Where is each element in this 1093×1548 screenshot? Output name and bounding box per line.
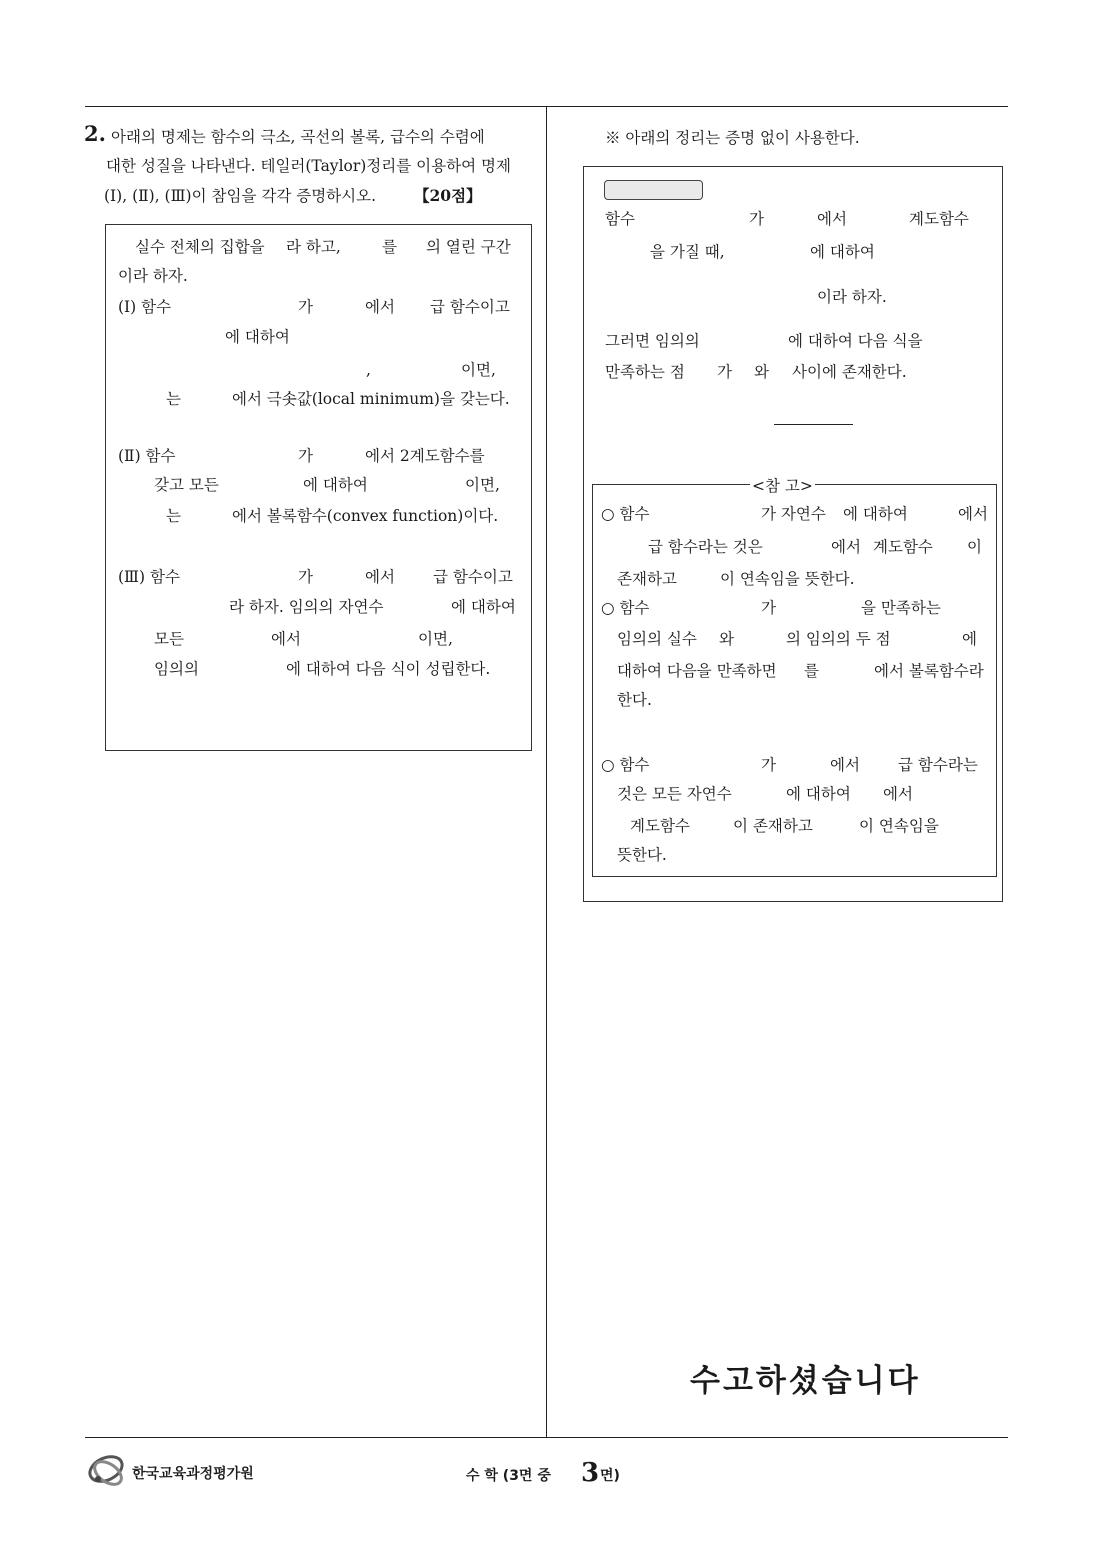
- prop3-l3a: 모든: [154, 630, 184, 648]
- bottom-rule: [85, 1437, 1008, 1438]
- theorem-l5d: 사이에 존재한다.: [792, 363, 907, 381]
- prop3-l4b: 에 대하여 다음 식이 성립한다.: [286, 660, 491, 678]
- ref1-j: 이 연속임을 뜻한다.: [720, 570, 855, 588]
- ref1-f: 에서: [831, 538, 861, 556]
- prop3-l2: 라 하자. 임의의 자연수: [229, 598, 384, 616]
- prop1-l1b: 에서: [365, 298, 395, 316]
- theorem-box: [583, 166, 1003, 902]
- ref1-d: 에서: [958, 505, 988, 523]
- theorem-note: ※ 아래의 정리는 증명 없이 사용한다.: [605, 129, 860, 147]
- closing-message: 수고하셨습니다: [690, 1363, 921, 1399]
- prop1-label: (Ⅰ) 함수: [118, 298, 172, 316]
- question-number: 2.: [84, 121, 106, 146]
- footer-org-name: 한국교육과정평가원: [132, 1466, 254, 1482]
- prop3-label: (Ⅲ) 함수: [118, 568, 180, 586]
- ref1-h: 이: [967, 538, 982, 556]
- prop3-l3c: 이면,: [418, 630, 453, 648]
- box-l1d: 의 열린 구간: [426, 238, 511, 256]
- ref1-a: ○ 함수: [601, 505, 650, 523]
- ref3-d: 급 함수라는: [898, 756, 978, 774]
- prop3-l4a: 임의의: [154, 660, 199, 678]
- question-intro-line-3: (Ⅰ), (Ⅱ), (Ⅲ)이 참임을 각각 증명하시오.: [104, 187, 377, 205]
- theorem-title-tab: [604, 180, 703, 200]
- reference-title: <참 고>: [752, 477, 813, 495]
- kice-logo-icon: [84, 1449, 132, 1493]
- ref1-i: 존재하고: [617, 570, 677, 588]
- theorem-l1c: 에서: [817, 210, 847, 228]
- prop1-l4b: 에서 극솟값(local minimum)을 갖는다.: [232, 390, 510, 408]
- prop3-l1c: 급 함수이고: [433, 568, 513, 586]
- ref1-b: 가 자연수: [761, 505, 826, 523]
- ref2-d: 임의의 실수: [617, 630, 697, 648]
- theorem-l2a: 을 가질 때,: [650, 243, 725, 261]
- prop2-l1b: 에서 2계도함수를: [365, 447, 485, 465]
- ref3-j: 이 연속임을: [859, 817, 939, 835]
- ref2-i: 를: [804, 662, 819, 680]
- theorem-l5b: 가: [717, 363, 732, 381]
- theorem-l3: 이라 하자.: [817, 288, 887, 306]
- prop1-l1c: 급 함수이고: [430, 298, 510, 316]
- ref1-e: 급 함수라는 것은: [648, 538, 763, 556]
- ref3-i: 이 존재하고: [733, 817, 813, 835]
- box-l1a: 실수 전체의 집합을: [135, 238, 265, 256]
- prop3-l1a: 가: [298, 568, 313, 586]
- ref1-g: 계도함수: [873, 538, 933, 556]
- theorem-l1a: 함수: [605, 210, 635, 228]
- theorem-l2b: 에 대하여: [810, 243, 875, 261]
- box-l1b: 라 하고,: [286, 238, 341, 256]
- ref2-e: 와: [719, 630, 734, 648]
- theorem-l5c: 와: [754, 363, 769, 381]
- prop2-l2c: 이면,: [465, 476, 500, 494]
- prop1-l3a: ,: [366, 361, 371, 379]
- footer-page-suffix: 면): [600, 1468, 620, 1484]
- reference-box: [592, 477, 997, 877]
- prop1-l2: 에 대하여: [225, 328, 290, 346]
- prop1-l3b: 이면,: [461, 361, 496, 379]
- ref2-h: 대하여 다음을 만족하면: [617, 662, 777, 680]
- question-points: 【20점】: [414, 186, 482, 205]
- ref3-b: 가: [761, 756, 776, 774]
- prop2-label: (Ⅱ) 함수: [118, 447, 176, 465]
- ref3-c: 에서: [830, 756, 860, 774]
- prop2-l3b: 에서 볼록함수(convex function)이다.: [232, 507, 499, 525]
- prop1-l4a: 는: [166, 390, 181, 408]
- ref2-j: 에서 볼록함수라: [874, 662, 984, 680]
- ref2-c: 을 만족하는: [861, 599, 941, 617]
- ref2-b: 가: [761, 599, 776, 617]
- prop3-l1b: 에서: [365, 568, 395, 586]
- box-l2: 이라 하자.: [118, 267, 188, 285]
- ref2-f: 의 임의의 두 점: [786, 630, 891, 648]
- box-l1c: 를: [382, 238, 397, 256]
- fraction-bar: [774, 424, 853, 425]
- question-intro-line-2: 대한 성질을 나타낸다. 테일러(Taylor)정리를 이용하여 명제: [106, 157, 511, 175]
- prop3-l2b: 에 대하여: [451, 598, 516, 616]
- proposition-box: [105, 224, 532, 751]
- prop2-l1a: 가: [298, 447, 313, 465]
- footer-page-prefix: 수 학 (3면 중: [466, 1468, 551, 1484]
- ref2-g: 에: [962, 630, 977, 648]
- ref2-k: 한다.: [617, 691, 652, 709]
- ref3-a: ○ 함수: [601, 756, 650, 774]
- ref3-h: 계도함수: [630, 817, 690, 835]
- prop2-l2a: 갖고 모든: [154, 476, 219, 494]
- theorem-l1b: 가: [749, 210, 764, 228]
- prop1-l1a: 가: [298, 298, 313, 316]
- ref3-g: 에서: [883, 785, 913, 803]
- prop3-l3b: 에서: [271, 630, 301, 648]
- prop2-l2b: 에 대하여: [303, 476, 368, 494]
- ref1-c: 에 대하여: [843, 505, 908, 523]
- column-divider: [546, 106, 547, 1438]
- theorem-l4a: 그러면 임의의: [605, 332, 700, 350]
- theorem-l1d: 계도함수: [909, 210, 969, 228]
- question-intro-line-1: 아래의 명제는 함수의 극소, 곡선의 볼록, 급수의 수렴에: [111, 128, 485, 146]
- ref3-f: 에 대하여: [786, 785, 851, 803]
- ref3-k: 뜻한다.: [617, 846, 667, 864]
- ref3-e: 것은 모든 자연수: [617, 785, 732, 803]
- prop2-l3a: 는: [166, 507, 181, 525]
- footer-page-number: 3: [581, 1458, 600, 1488]
- ref2-a: ○ 함수: [601, 599, 650, 617]
- theorem-l4b: 에 대하여 다음 식을: [788, 332, 923, 350]
- theorem-l5a: 만족하는 점: [605, 363, 685, 381]
